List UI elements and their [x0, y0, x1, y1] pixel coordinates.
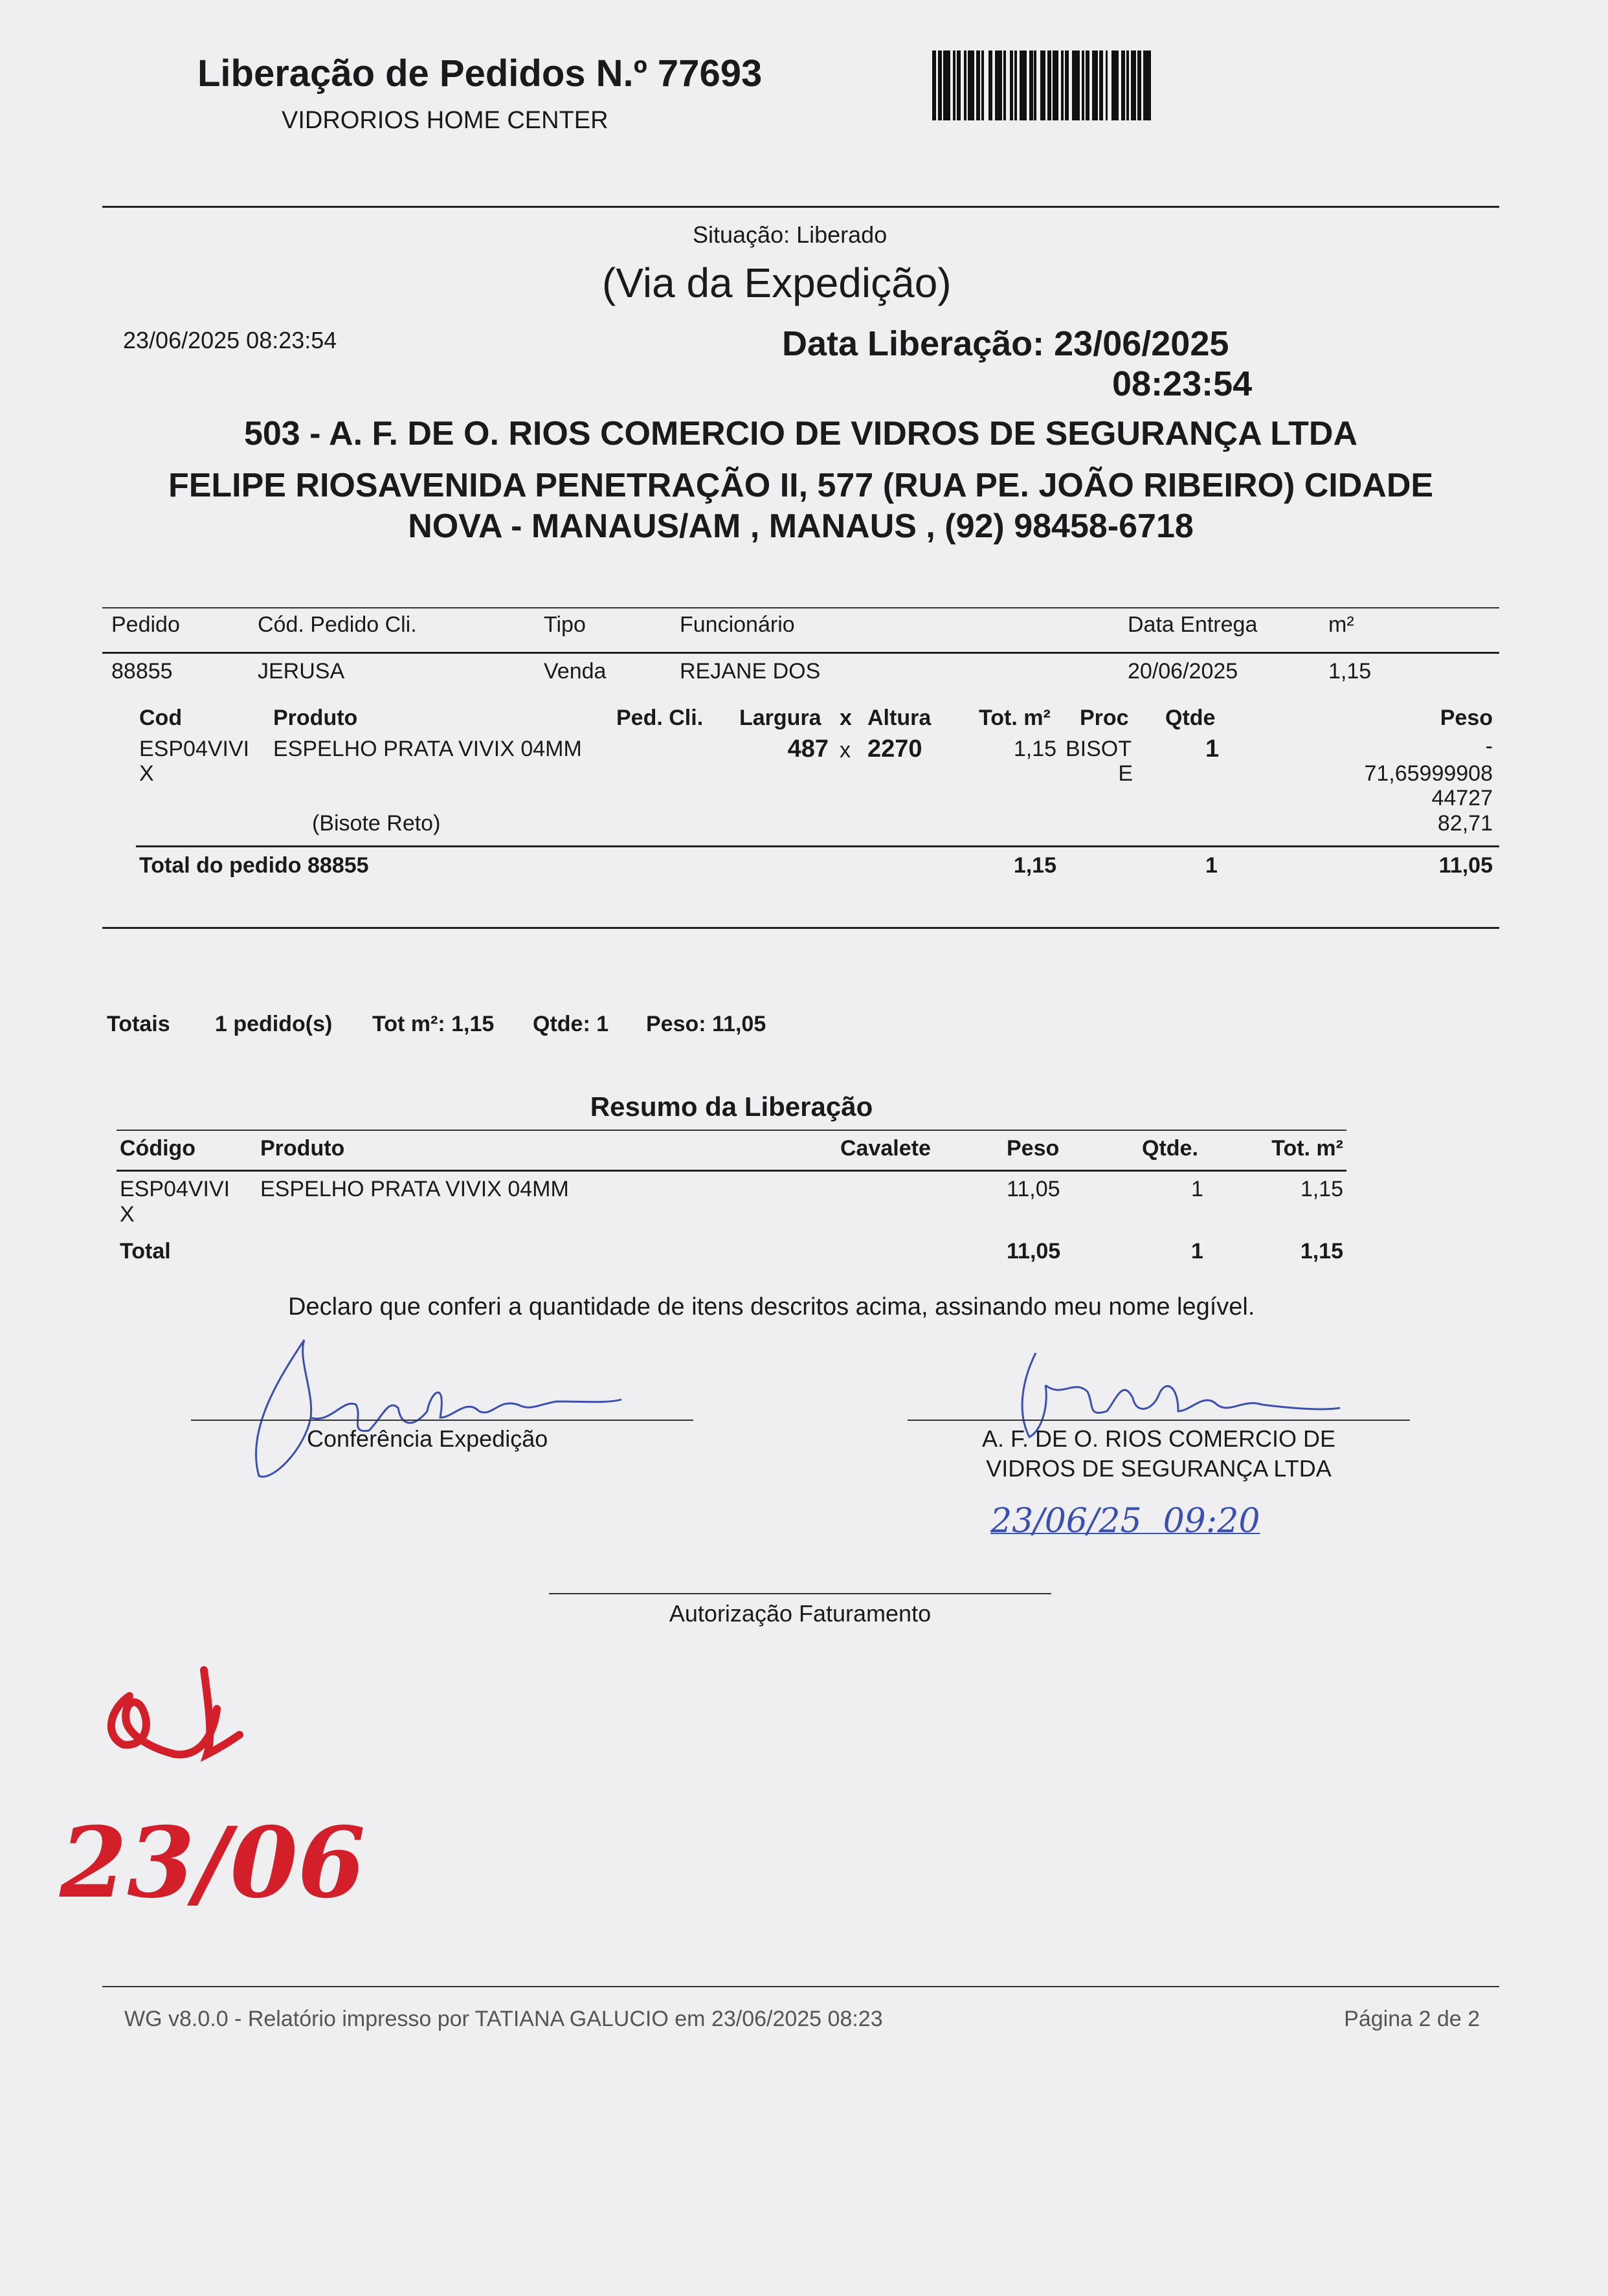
empresa-label-line-2: VIDROS DE SEGURANÇA LTDA [986, 1455, 1332, 1482]
totais-label: Totais [107, 1012, 170, 1036]
data-liberacao-date: Data Liberação: 23/06/2025 [782, 324, 1229, 363]
barcode-bar [968, 50, 974, 120]
pedido-total-line [136, 845, 1499, 847]
item-produto: ESPELHO PRATA VIVIX 04MM [273, 737, 582, 761]
barcode-gap [984, 50, 989, 120]
item-header-peso: Peso [1440, 706, 1493, 730]
autorizacao-line [549, 1593, 1051, 1594]
row-data-entrega: 20/06/2025 [1128, 659, 1238, 684]
item-header-cod: Cod [139, 706, 183, 730]
resumo-tot-m2: 1,15 [1300, 1177, 1343, 1201]
item-header-ped-cli: Ped. Cli. [616, 706, 704, 730]
resumo-header-tot-m2: Tot. m² [1271, 1136, 1343, 1161]
footer-printed-by: WG v8.0.0 - Relatório impresso por TATIANA GALUCIO em 23/06/2025 08:23 [124, 2007, 883, 2031]
header-cod-cli: Cód. Pedido Cli. [258, 612, 417, 637]
item-header-proc: Proc [1080, 706, 1129, 730]
resumo-produto: ESPELHO PRATA VIVIX 04MM [260, 1177, 569, 1201]
row-cod-cli: JERUSA [258, 659, 345, 684]
footer-line [102, 1986, 1499, 1987]
barcode-bar [995, 50, 1002, 120]
item-proc-line-1: BISOT [1066, 737, 1132, 761]
resumo-title: Resumo da Liberação [590, 1091, 873, 1122]
item-peso-line-3: 44727 [1431, 786, 1493, 810]
item-header-tot-m2: Tot. m² [979, 706, 1051, 730]
item-peso-line-4: 82,71 [1437, 811, 1493, 836]
resumo-header-cavalete: Cavalete [840, 1136, 931, 1161]
item-cod-line-1: ESP04VIVI [139, 737, 250, 761]
via-label: (Via da Expedição) [602, 260, 952, 306]
totais-pedidos: 1 pedido(s) [215, 1012, 333, 1036]
barcode-bar [1040, 50, 1045, 120]
pedido-total-peso: 11,05 [1438, 853, 1493, 878]
item-proc-line-2: E [1118, 761, 1133, 786]
handwritten-signature-date: 23/06/25 09:20 [990, 1502, 1260, 1541]
barcode-bar [1072, 50, 1079, 120]
barcode-bar [943, 50, 950, 120]
declaracao-text: Declaro que conferi a quantidade de itens descritos acima, assinando meu nome legível. [288, 1293, 1255, 1321]
row-m2: 1,15 [1328, 659, 1372, 684]
data-liberacao-time: 08:23:54 [1112, 364, 1253, 403]
row-tipo: Venda [544, 659, 607, 684]
barcode-bar [1111, 50, 1119, 120]
totais-qtde: Qtde: 1 [533, 1012, 609, 1036]
conferencia-label: Conferência Expedição [307, 1425, 548, 1452]
item-tot-m2: 1,15 [1013, 737, 1056, 761]
cliente-line-2: FELIPE RIOSAVENIDA PENETRAÇÃO II, 577 (RUA PE. JOÃO RIBEIRO) CIDADE [168, 467, 1434, 504]
item-peso-line-2: 71,65999908 [1364, 761, 1493, 786]
header-data-entrega: Data Entrega [1128, 612, 1258, 637]
totais-m2: Tot m²: 1,15 [372, 1012, 495, 1036]
situacao-label: Situação: Liberado [693, 221, 888, 248]
header-m2: m² [1328, 612, 1354, 637]
resumo-total-qtde: 1 [1191, 1239, 1203, 1264]
print-timestamp: 23/06/2025 08:23:54 [123, 327, 337, 353]
resumo-qtde: 1 [1191, 1177, 1203, 1201]
company-name: VIDRORIOS HOME CENTER [282, 107, 609, 134]
empresa-signature-line [908, 1420, 1410, 1421]
pedido-total-m2: 1,15 [1013, 853, 1056, 878]
resumo-header-line [117, 1170, 1346, 1172]
empresa-label-line-1: A. F. DE O. RIOS COMERCIO DE [981, 1425, 1336, 1452]
resumo-peso: 11,05 [1007, 1177, 1060, 1201]
footer-page-number: Página 2 de 2 [1344, 2007, 1480, 2031]
item-altura: 2270 [867, 735, 922, 763]
conferencia-line [191, 1420, 693, 1421]
header-divider [102, 206, 1499, 208]
resumo-total-label: Total [120, 1239, 171, 1264]
item-cod-line-2: X [139, 761, 154, 786]
header-pedido: Pedido [111, 612, 180, 637]
barcode [932, 50, 1178, 120]
cliente-line-3: NOVA - MANAUS/AM , MANAUS , (92) 98458-6718 [408, 507, 1194, 545]
handwritten-date-red: 23/06 [60, 1806, 366, 1920]
barcode-bar [1092, 50, 1099, 120]
pedido-table-top-line [102, 607, 1499, 608]
pedido-total-label: Total do pedido 88855 [139, 853, 369, 878]
item-peso-line-1: - [1485, 734, 1493, 759]
resumo-codigo-line-2: X [120, 1202, 135, 1227]
item-header-largura: Largura [739, 706, 821, 730]
item-header-produto: Produto [273, 706, 358, 730]
pedido-header-line [102, 652, 1499, 654]
item-x: x [840, 738, 851, 763]
resumo-header-peso: Peso [1007, 1136, 1060, 1161]
resumo-top-line [117, 1130, 1346, 1131]
header-tipo: Tipo [544, 612, 586, 637]
resumo-total-tot-m2: 1,15 [1300, 1239, 1343, 1264]
row-pedido: 88855 [111, 659, 173, 684]
barcode-bar [1053, 50, 1059, 120]
totais-peso: Peso: 11,05 [646, 1012, 766, 1036]
resumo-header-produto: Produto [260, 1136, 345, 1161]
header-funcionario: Funcionário [680, 612, 795, 637]
item-header-qtde: Qtde [1165, 706, 1216, 730]
autorizacao-label: Autorização Faturamento [669, 1600, 932, 1627]
handwritten-initials-red [91, 1657, 259, 1787]
barcode-bar [1131, 50, 1136, 120]
item-header-altura: Altura [867, 706, 932, 730]
row-funcionario: REJANE DOS [680, 659, 821, 684]
item-obs: (Bisote Reto) [312, 811, 441, 836]
item-header-x: x [840, 706, 852, 730]
document-title: Liberação de Pedidos N.º 77693 [197, 52, 763, 95]
item-qtde: 1 [1205, 735, 1220, 763]
resumo-header-codigo: Código [120, 1136, 196, 1161]
barcode-bar [1020, 50, 1027, 120]
barcode-bar [1143, 50, 1150, 120]
resumo-codigo-line-1: ESP04VIVI [120, 1177, 230, 1201]
resumo-header-qtde: Qtde. [1142, 1136, 1198, 1161]
resumo-total-peso: 11,05 [1007, 1239, 1061, 1264]
signature-conferencia [233, 1321, 634, 1489]
pedido-table-bottom-line [102, 927, 1499, 929]
pedido-total-qtde: 1 [1205, 853, 1218, 878]
item-largura: 487 [787, 735, 829, 763]
cliente-line-1: 503 - A. F. DE O. RIOS COMERCIO DE VIDROS DE SEGURANÇA LTDA [243, 415, 1358, 452]
